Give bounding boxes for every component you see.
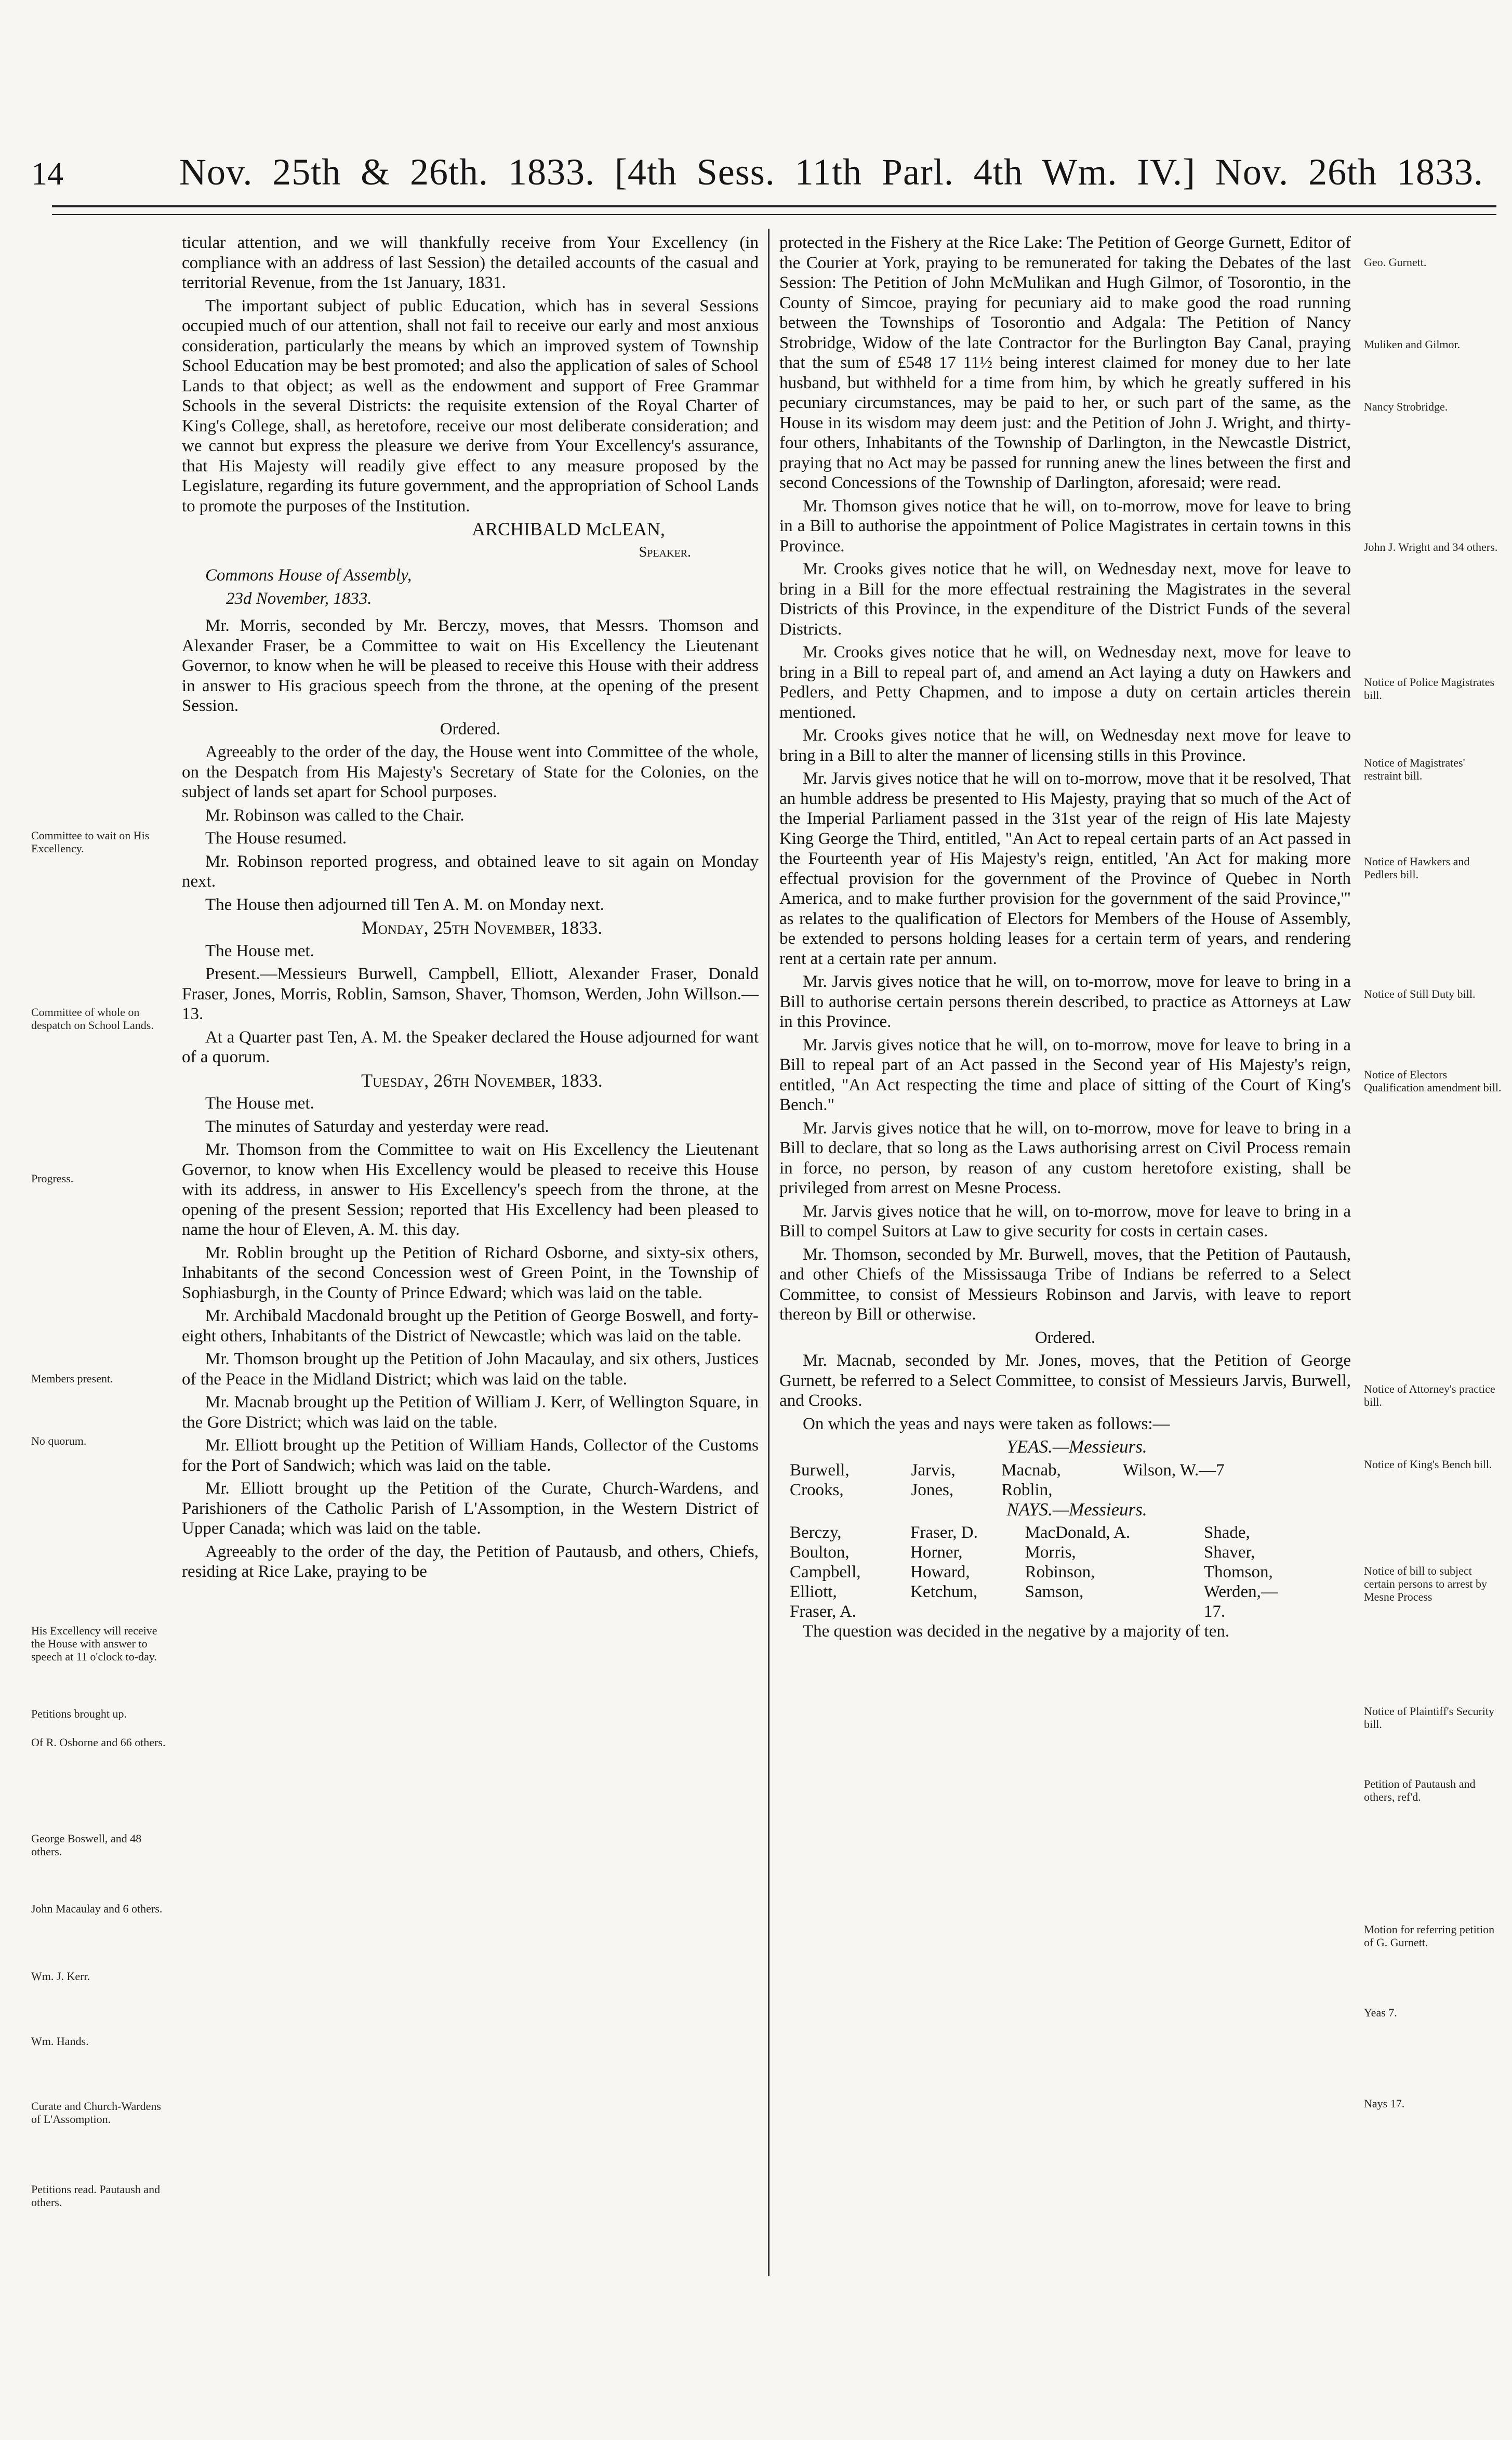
margin-note: Committee to wait on His Excellency.: [31, 829, 150, 855]
paragraph: Agreeably to the order of the day, the Petition of Pautausb, and others, Chiefs, residing at Rice Lake, praying to be: [182, 1542, 759, 1581]
paragraph: The House met.: [205, 941, 314, 960]
margin-note: Curate and Church-Wardens of L'Assomption.: [31, 2100, 161, 2126]
table-cell: [910, 1602, 1025, 1621]
ordered-line: Ordered.: [440, 719, 501, 738]
paragraph: Mr. Thomson, seconded by Mr. Burwell, moves, that the Petition of Pautaush, and other Chiefs of the Mississauga Tribe of Indians be referred to a Select Committee, to consist of Messieurs Robinson and Jarvis, with leave to report thereon by Bill or otherwise.: [779, 1245, 1351, 1324]
paragraph: Mr. Thomson brought up the Petition of John Macaulay, and six others, Justices of the Peace in the Midland District; which was laid on the table.: [182, 1350, 759, 1389]
table-cell: Samson,: [1025, 1582, 1084, 1601]
table-row: [790, 1542, 1330, 1562]
table-cell: Elliott,: [790, 1582, 837, 1601]
paragraph: Mr. Crooks gives notice that he will, on Wednesday next, move for leave to bring in a Bill for the more effectual restraining the Magistrates in the several Districts of this Province, in the expenditure of the District Funds of the several Districts.: [779, 560, 1351, 639]
table-cell: [1025, 1602, 1204, 1621]
table-row: [790, 1480, 1330, 1500]
margin-note: Nancy Strobridge.: [1364, 400, 1448, 413]
paragraph: The important subject of public Education, which has in several Sessions occupied much of our attention, shall not fail to receive our early and most anxious consideration, particularly the means by which an improved system of Township School Education may be best promoted; and also the application of sales of School Lands to that object; as well as the endowment and support of Free Grammar Schools in the several Districts: the requisite extension of the Royal Charter of King's College, shall, as heretofore, receive our most deliberate consideration; and we cannot but express the pleasure we derive from Your Excellency's assurance, that His Majesty will readily give effect to any measure proposed by the Legislature, regarding its future government, and the appropriation of School Lands to promote the purposes of the Institution.: [182, 296, 759, 516]
paragraph: Mr. Morris, seconded by Mr. Berczy, moves, that Messrs. Thomson and Alexander Fraser, be a Committee to wait on His Excellency the Lieutenant Governor, to know when he will be pleased to receive this House with their address in answer to His gracious speech from the throne, at the opening of the present Session.: [182, 616, 759, 715]
margin-note: Notice of Hawkers and Pedlers bill.: [1364, 855, 1470, 881]
yeas-table: [790, 1460, 1330, 1500]
page-header: [0, 0, 1512, 197]
table-cell: Thomson,: [1203, 1563, 1273, 1581]
paragraph: Mr. Macnab brought up the Petition of William J. Kerr, of Wellington Square, in the Gore District; which was laid on the table.: [182, 1393, 759, 1432]
table-cell: Burwell,: [790, 1460, 850, 1480]
left-column: [182, 233, 759, 1585]
margin-note: George Boswell, and 48 others.: [31, 1832, 142, 1858]
paragraph: At a Quarter past Ten, A. M. the Speaker declared the House adjourned for want of a quorum.: [182, 1027, 759, 1066]
margin-note: Of R. Osborne and 66 others.: [31, 1736, 166, 1749]
paragraph: Mr. Jarvis gives notice that he will, on to-morrow, move for leave to bring in a Bill to compel Suitors at Law to give security for costs in certain cases.: [779, 1202, 1351, 1241]
paragraph: Mr. Crooks gives notice that he will, on Wednesday next, move for leave to bring in a Bill to repeal part of, and amend an Act laying a duty on Hawkers and Pedlers, and Petty Chapmen, and to impose a duty on certain articles therein mentioned.: [779, 643, 1351, 722]
table-row: [790, 1523, 1330, 1542]
table-cell: Boulton,: [790, 1543, 850, 1562]
table-cell: Wilson, W.—7: [1122, 1460, 1225, 1480]
table-cell: Shade,: [1203, 1523, 1250, 1542]
paragraph: The House resumed.: [205, 829, 347, 848]
table-cell: Horner,: [910, 1543, 963, 1562]
margin-note: Petition of Pautaush and others, ref'd.: [1364, 1777, 1476, 1803]
header-rule: [52, 205, 1496, 207]
paragraph: Mr. Thomson from the Committee to wait on His Excellency the Lieutenant Governor, to know when His Excellency would be pleased to receive this House with its address, in answer to His Excellency's speech from the throne, at the opening of the present Session; reported that His Excellency had been pleased to name the hour of Eleven, A. M. this day.: [182, 1140, 759, 1239]
paragraph: Mr. Elliott brought up the Petition of the Curate, Church-Wardens, and Parishioners of the Catholic Parish of L'Assomption, in the Western District of Upper Canada; which was laid on the table.: [182, 1479, 759, 1538]
signature-name: ARCHIBALD McLEAN,: [472, 519, 665, 539]
date-heading: Tuesday, 26th November, 1833.: [361, 1070, 603, 1091]
table-cell: Berczy,: [790, 1523, 842, 1542]
paragraph: Mr. Jarvis gives notice that he will, on to-morrow, move for leave to bring in a Bill to declare, that so long as the Laws authorising arrest on Civil Process remain in force, no person, by reason of any custom heretofore existing, shall be privileged from arrest on Mesne Process.: [779, 1118, 1351, 1197]
paragraph: The House met.: [205, 1094, 314, 1113]
table-row: [790, 1602, 1330, 1621]
margin-note: Petitions read. Pautaush and others.: [31, 2183, 161, 2209]
margin-note: Committee of whole on despatch on School Lands.: [31, 1006, 154, 1032]
table-cell: Crooks,: [790, 1480, 844, 1499]
paragraph: Mr. Robinson was called to the Chair.: [205, 806, 465, 825]
paragraph: The question was decided in the negative by a majority of ten.: [803, 1622, 1230, 1641]
margin-note: John Macaulay and 6 others.: [31, 1902, 163, 1915]
right-column: [779, 233, 1351, 1645]
running-head: Nov. 25th & 26th. 1833. [4th Sess. 11th Parl. 4th Wm. IV.] Nov. 26th 1833.: [179, 151, 1483, 193]
paragraph: Agreeably to the order of the day, the House went into Committee of the whole, on the Despatch from His Majesty's Secretary of State for the Colonies, on the subject of lands set apart for School purposes.: [182, 743, 759, 801]
margin-note: Motion for referring petition of G. Gurnett.: [1364, 1923, 1495, 1949]
table-cell: Macnab,: [1001, 1460, 1061, 1480]
paragraph: Mr. Jarvis gives notice that he will, on to-morrow, move for leave to bring in a Bill to repeal part of an Act passed in the Second year of His Majesty's reign, entitled, "An Act respecting the time and place of sitting of the Court of King's Bench.": [779, 1035, 1351, 1114]
margin-note: Notice of Attorney's practice bill.: [1364, 1382, 1495, 1408]
paragraph: Mr. Elliott brought up the Petition of William Hands, Collector of the Customs for the Port of Sandwich; which was laid on the table.: [182, 1436, 759, 1475]
table-row: [790, 1562, 1330, 1582]
signature-title: Speaker.: [639, 544, 691, 560]
yeas-heading: YEAS.—Messieurs.: [1006, 1436, 1147, 1457]
table-cell: Jones,: [911, 1480, 954, 1499]
column-divider: [768, 229, 770, 2276]
margin-note: Notice of Plaintiff's Security bill.: [1364, 1705, 1495, 1731]
margin-note: Notice of Magistrates' restraint bill.: [1364, 756, 1465, 782]
page-number: 14: [31, 156, 63, 192]
margin-note: Nays 17.: [1364, 2097, 1405, 2110]
table-row: [790, 1460, 1330, 1480]
origin-line: Commons House of Assembly,: [205, 566, 412, 585]
paragraph: Present.—Messieurs Burwell, Campbell, Elliott, Alexander Fraser, Donald Fraser, Jones, Morris, Roblin, Samson, Shaver, Thomson, Werden, John Willson.—13.: [182, 965, 759, 1023]
margin-note: Wm. Hands.: [31, 2035, 89, 2048]
margin-note: Notice of Electors Qualification amendment bill.: [1364, 1068, 1502, 1094]
margin-note: Notice of Still Duty bill.: [1364, 987, 1476, 1000]
paragraph: On which the yeas and nays were taken as follows:—: [803, 1414, 1170, 1433]
table-cell: Jarvis,: [911, 1460, 956, 1480]
table-cell: Shaver,: [1203, 1543, 1255, 1562]
table-cell: Campbell,: [790, 1563, 861, 1581]
table-cell: [1123, 1480, 1330, 1500]
margin-note: Notice of bill to subject certain persons to arrest by Mesne Process: [1364, 1564, 1488, 1603]
date-heading: Monday, 25th November, 1833.: [361, 917, 603, 938]
margin-note: Notice of Police Magistrates bill.: [1364, 676, 1495, 702]
margin-note: Progress.: [31, 1172, 74, 1185]
paragraph: Mr. Macnab, seconded by Mr. Jones, moves, that the Petition of George Gurnett, be referred to a Select Committee, to consist of Messieurs Jarvis, Burwell, and Crooks.: [779, 1351, 1351, 1410]
margin-note: His Excellency will receive the House with answer to speech at 11 o'clock to-day.: [31, 1624, 157, 1663]
table-cell: Robinson,: [1025, 1563, 1095, 1581]
table-row: [790, 1582, 1330, 1602]
header-rule-thin: [52, 214, 1496, 215]
table-cell: Werden,—: [1203, 1582, 1278, 1601]
nays-table: [790, 1523, 1330, 1621]
margin-note: John J. Wright and 34 others.: [1364, 540, 1498, 553]
paragraph: Mr. Crooks gives notice that he will, on Wednesday next move for leave to bring in a Bill to alter the manner of licensing stills in this Province.: [779, 726, 1351, 765]
table-cell: 17.: [1203, 1602, 1226, 1621]
paragraph: Mr. Robinson reported progress, and obtained leave to sit again on Monday next.: [182, 852, 759, 891]
margin-note: Wm. J. Kerr.: [31, 1970, 90, 1983]
nays-heading: NAYS.—Messieurs.: [1006, 1499, 1147, 1520]
table-cell: Howard,: [910, 1563, 970, 1581]
paragraph: The House then adjourned till Ten A. M. on Monday next.: [205, 895, 604, 914]
paragraph: Mr. Jarvis gives notice that he will on to-morrow, move that it be resolved, That an humble address be presented to His Majesty, praying that so much of the Act of the Imperial Parliament passed in the 31st year of the reign of His late Majesty King George the Third, entitled, "An Act to repeal certain parts of an Act passed in the Fourteenth year of His Majesty's reign, entitled, 'An Act for making more effectual provision for the government of the Province of Quebec in North America, and to make further provision for the government of the said Province,'" as relates to the qualification of Electors for Members of the House of Assembly, be extended to persons holding leases for a certain term of years, and rendering rent at a certain rate per annum.: [779, 769, 1351, 968]
origin-date: 23d November, 1833.: [226, 589, 372, 608]
margin-note: Yeas 7.: [1364, 2006, 1397, 2019]
margin-note: Geo. Gurnett.: [1364, 256, 1427, 269]
margin-note: No quorum.: [31, 1434, 87, 1447]
margin-note: Notice of King's Bench bill.: [1364, 1458, 1492, 1471]
paragraph: Mr. Archibald Macdonald brought up the Petition of George Boswell, and forty-eight others, Inhabitants of the District of Newcastle; which was laid on the table.: [182, 1307, 759, 1346]
table-cell: Ketchum,: [910, 1582, 978, 1601]
paragraph: protected in the Fishery at the Rice Lake: The Petition of George Gurnett, Editor of the Courier at York, praying to be remunerated for taking the Debates of the last Session: The Petition of John McMulikan and Hugh Gilmor, of Tosorontio, in the County of Simcoe, praying for pecuniary aid to make good the road running between the Townships of Tosorontio and Adgala: The Petition of Nancy Strobridge, Widow of the late Contractor for the Burlington Bay Canal, praying that the sum of £548 17 11½ being interest claimed for money due to her late husband, but withheld for a time from him, by which he greatly suffered in his pecuniary circumstances, may be paid to her, or such part of the same, as the House in its wisdom may deem just: and the Petition of John J. Wright, and thirty-four others, Inhabitants of the Township of Darlington, in the Newcastle District, praying that no Act may be passed for running anew the lines between the first and second Concessions of the Township of Darlington, aforesaid; were read.: [779, 233, 1351, 492]
paragraph: Mr. Roblin brought up the Petition of Richard Osborne, and sixty-six others, Inhabitants of the second Concession west of Green Point, in the Township of Sophiasburgh, in the County of Prince Edward; which was laid on the table.: [182, 1243, 759, 1302]
ordered-line: Ordered.: [1034, 1328, 1096, 1347]
paragraph: Mr. Jarvis gives notice that he will, on to-morrow, move for leave to bring in a Bill to authorise certain persons therein described, to practice as Attorneys at Law in this Province.: [779, 972, 1351, 1031]
table-cell: Fraser, D.: [910, 1523, 978, 1542]
table-cell: MacDonald, A.: [1025, 1523, 1131, 1542]
margin-note: Members present.: [31, 1372, 113, 1385]
paragraph: The minutes of Saturday and yesterday were read.: [205, 1117, 549, 1136]
table-cell: Roblin,: [1001, 1480, 1053, 1499]
table-cell: Morris,: [1025, 1543, 1076, 1562]
paragraph: ticular attention, and we will thankfully receive from Your Excellency (in compliance with an address of last Session) the detailed accounts of the casual and territorial Revenue, from the 1st January, 1831.: [182, 233, 759, 292]
margin-note: Muliken and Gilmor.: [1364, 338, 1461, 351]
paragraph: Mr. Thomson gives notice that he will, on to-morrow, move for leave to bring in a Bill to authorise the appointment of Police Magistrates in certain towns in this Province.: [779, 496, 1351, 556]
margin-note: Petitions brought up.: [31, 1707, 127, 1720]
table-cell: Fraser, A.: [790, 1602, 856, 1621]
